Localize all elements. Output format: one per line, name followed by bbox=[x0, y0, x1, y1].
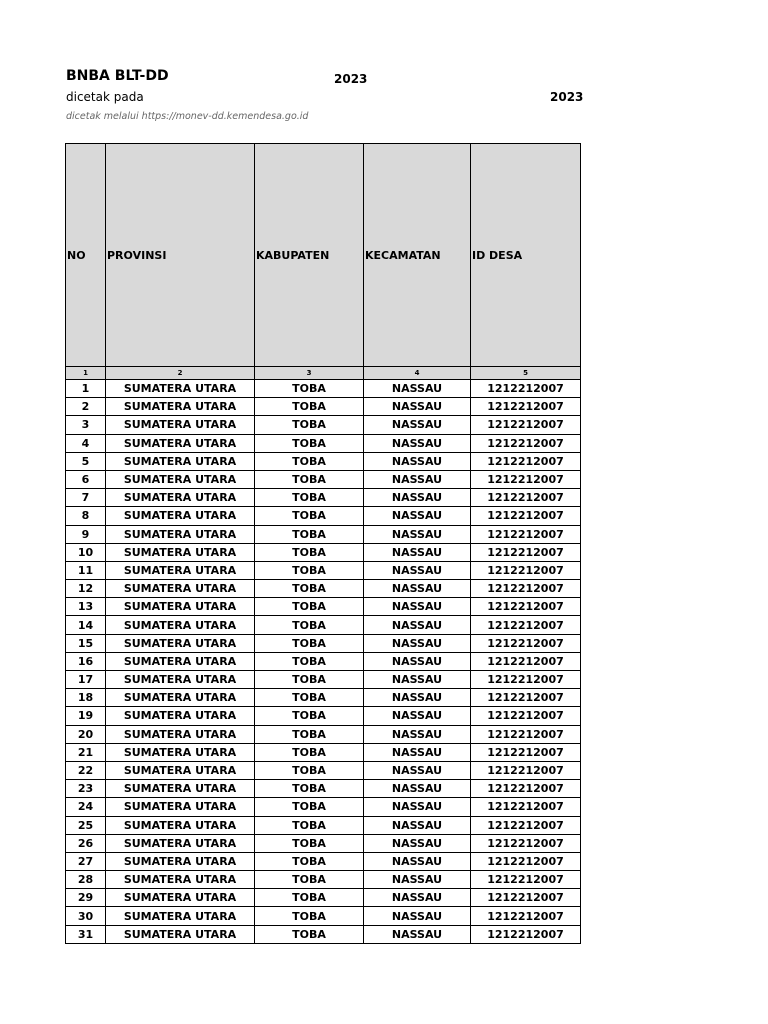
cell-no: 21 bbox=[66, 743, 106, 761]
table-row bbox=[66, 725, 581, 743]
cell-no: 31 bbox=[66, 925, 106, 943]
cell-kecamatan: NASSAU bbox=[364, 452, 471, 470]
cell-kecamatan: NASSAU bbox=[364, 416, 471, 434]
cell-no: 19 bbox=[66, 707, 106, 725]
table-row bbox=[66, 889, 581, 907]
cell-kabupaten: TOBA bbox=[255, 798, 364, 816]
cell-kecamatan: NASSAU bbox=[364, 761, 471, 779]
cell-no: 8 bbox=[66, 507, 106, 525]
cell-id-desa: 1212212007 bbox=[471, 834, 581, 852]
cell-provinsi: SUMATERA UTARA bbox=[106, 525, 255, 543]
cell-kecamatan: NASSAU bbox=[364, 798, 471, 816]
cell-kecamatan: NASSAU bbox=[364, 925, 471, 943]
beneficiary-table bbox=[65, 143, 581, 944]
cell-kabupaten: TOBA bbox=[255, 871, 364, 889]
cell-provinsi: SUMATERA UTARA bbox=[106, 707, 255, 725]
column-number: 1 bbox=[66, 367, 106, 380]
cell-kabupaten: TOBA bbox=[255, 580, 364, 598]
year-label: 2023 bbox=[334, 72, 368, 86]
cell-no: 14 bbox=[66, 616, 106, 634]
cell-kecamatan: NASSAU bbox=[364, 543, 471, 561]
column-header-kecamatan: KECAMATAN bbox=[364, 144, 471, 367]
cell-provinsi: SUMATERA UTARA bbox=[106, 452, 255, 470]
cell-kecamatan: NASSAU bbox=[364, 743, 471, 761]
cell-kabupaten: TOBA bbox=[255, 616, 364, 634]
table-row bbox=[66, 780, 581, 798]
cell-kecamatan: NASSAU bbox=[364, 580, 471, 598]
cell-kabupaten: TOBA bbox=[255, 816, 364, 834]
cell-id-desa: 1212212007 bbox=[471, 925, 581, 943]
cell-id-desa: 1212212007 bbox=[471, 780, 581, 798]
cell-id-desa: 1212212007 bbox=[471, 852, 581, 870]
table-row bbox=[66, 707, 581, 725]
cell-kecamatan: NASSAU bbox=[364, 616, 471, 634]
table-row bbox=[66, 816, 581, 834]
cell-id-desa: 1212212007 bbox=[471, 561, 581, 579]
cell-kecamatan: NASSAU bbox=[364, 816, 471, 834]
cell-kecamatan: NASSAU bbox=[364, 470, 471, 488]
cell-no: 25 bbox=[66, 816, 106, 834]
cell-provinsi: SUMATERA UTARA bbox=[106, 852, 255, 870]
cell-no: 18 bbox=[66, 689, 106, 707]
table-row bbox=[66, 852, 581, 870]
cell-id-desa: 1212212007 bbox=[471, 416, 581, 434]
cell-provinsi: SUMATERA UTARA bbox=[106, 816, 255, 834]
cell-id-desa: 1212212007 bbox=[471, 470, 581, 488]
cell-id-desa: 1212212007 bbox=[471, 889, 581, 907]
table-row bbox=[66, 543, 581, 561]
cell-no: 10 bbox=[66, 543, 106, 561]
column-header-row bbox=[66, 144, 581, 367]
cell-kabupaten: TOBA bbox=[255, 416, 364, 434]
cell-kecamatan: NASSAU bbox=[364, 889, 471, 907]
table-row bbox=[66, 507, 581, 525]
cell-kabupaten: TOBA bbox=[255, 525, 364, 543]
cell-kabupaten: TOBA bbox=[255, 489, 364, 507]
cell-provinsi: SUMATERA UTARA bbox=[106, 798, 255, 816]
cell-id-desa: 1212212007 bbox=[471, 380, 581, 398]
table-row bbox=[66, 616, 581, 634]
cell-kabupaten: TOBA bbox=[255, 507, 364, 525]
cell-no: 17 bbox=[66, 671, 106, 689]
cell-provinsi: SUMATERA UTARA bbox=[106, 780, 255, 798]
cell-kecamatan: NASSAU bbox=[364, 561, 471, 579]
table-row bbox=[66, 452, 581, 470]
table-row bbox=[66, 470, 581, 488]
cell-kabupaten: TOBA bbox=[255, 671, 364, 689]
cell-no: 26 bbox=[66, 834, 106, 852]
source-note: dicetak melalui https://monev-dd.kemendesa.go.id bbox=[66, 111, 309, 122]
cell-no: 29 bbox=[66, 889, 106, 907]
cell-provinsi: SUMATERA UTARA bbox=[106, 507, 255, 525]
cell-no: 11 bbox=[66, 561, 106, 579]
cell-kecamatan: NASSAU bbox=[364, 434, 471, 452]
table-row bbox=[66, 434, 581, 452]
cell-no: 16 bbox=[66, 652, 106, 670]
column-number: 5 bbox=[471, 367, 581, 380]
cell-no: 1 bbox=[66, 380, 106, 398]
table-row bbox=[66, 380, 581, 398]
cell-kecamatan: NASSAU bbox=[364, 489, 471, 507]
cell-no: 7 bbox=[66, 489, 106, 507]
cell-no: 3 bbox=[66, 416, 106, 434]
cell-kabupaten: TOBA bbox=[255, 598, 364, 616]
column-number: 3 bbox=[255, 367, 364, 380]
table-row bbox=[66, 525, 581, 543]
table-row bbox=[66, 652, 581, 670]
table-row bbox=[66, 689, 581, 707]
cell-provinsi: SUMATERA UTARA bbox=[106, 634, 255, 652]
cell-no: 28 bbox=[66, 871, 106, 889]
cell-kabupaten: TOBA bbox=[255, 889, 364, 907]
cell-kecamatan: NASSAU bbox=[364, 780, 471, 798]
cell-no: 2 bbox=[66, 398, 106, 416]
cell-no: 23 bbox=[66, 780, 106, 798]
printed-date-label: dicetak pada bbox=[66, 90, 144, 104]
cell-kabupaten: TOBA bbox=[255, 725, 364, 743]
cell-kabupaten: TOBA bbox=[255, 434, 364, 452]
table-row bbox=[66, 598, 581, 616]
column-number-row bbox=[66, 367, 581, 380]
cell-no: 13 bbox=[66, 598, 106, 616]
cell-kabupaten: TOBA bbox=[255, 780, 364, 798]
cell-id-desa: 1212212007 bbox=[471, 671, 581, 689]
cell-kabupaten: TOBA bbox=[255, 852, 364, 870]
cell-id-desa: 1212212007 bbox=[471, 798, 581, 816]
column-header-provinsi: PROVINSI bbox=[106, 144, 255, 367]
cell-id-desa: 1212212007 bbox=[471, 489, 581, 507]
document-title: BNBA BLT-DD bbox=[66, 68, 169, 84]
cell-kecamatan: NASSAU bbox=[364, 852, 471, 870]
cell-provinsi: SUMATERA UTARA bbox=[106, 871, 255, 889]
cell-provinsi: SUMATERA UTARA bbox=[106, 598, 255, 616]
table-row bbox=[66, 925, 581, 943]
cell-kecamatan: NASSAU bbox=[364, 834, 471, 852]
cell-kecamatan: NASSAU bbox=[364, 671, 471, 689]
cell-no: 24 bbox=[66, 798, 106, 816]
cell-no: 5 bbox=[66, 452, 106, 470]
cell-no: 12 bbox=[66, 580, 106, 598]
table-row bbox=[66, 834, 581, 852]
cell-id-desa: 1212212007 bbox=[471, 616, 581, 634]
cell-kabupaten: TOBA bbox=[255, 925, 364, 943]
cell-provinsi: SUMATERA UTARA bbox=[106, 652, 255, 670]
cell-provinsi: SUMATERA UTARA bbox=[106, 434, 255, 452]
table-row bbox=[66, 671, 581, 689]
cell-no: 4 bbox=[66, 434, 106, 452]
cell-kecamatan: NASSAU bbox=[364, 707, 471, 725]
cell-id-desa: 1212212007 bbox=[471, 652, 581, 670]
table-row bbox=[66, 907, 581, 925]
cell-no: 20 bbox=[66, 725, 106, 743]
cell-provinsi: SUMATERA UTARA bbox=[106, 907, 255, 925]
table-row bbox=[66, 416, 581, 434]
cell-provinsi: SUMATERA UTARA bbox=[106, 689, 255, 707]
cell-id-desa: 1212212007 bbox=[471, 707, 581, 725]
cell-provinsi: SUMATERA UTARA bbox=[106, 398, 255, 416]
cell-no: 30 bbox=[66, 907, 106, 925]
cell-provinsi: SUMATERA UTARA bbox=[106, 380, 255, 398]
cell-no: 22 bbox=[66, 761, 106, 779]
cell-kabupaten: TOBA bbox=[255, 398, 364, 416]
table-row bbox=[66, 580, 581, 598]
cell-provinsi: SUMATERA UTARA bbox=[106, 616, 255, 634]
cell-provinsi: SUMATERA UTARA bbox=[106, 561, 255, 579]
cell-id-desa: 1212212007 bbox=[471, 761, 581, 779]
cell-kabupaten: TOBA bbox=[255, 470, 364, 488]
cell-id-desa: 1212212007 bbox=[471, 507, 581, 525]
cell-kecamatan: NASSAU bbox=[364, 634, 471, 652]
cell-provinsi: SUMATERA UTARA bbox=[106, 543, 255, 561]
cell-kabupaten: TOBA bbox=[255, 634, 364, 652]
cell-kabupaten: TOBA bbox=[255, 561, 364, 579]
cell-kabupaten: TOBA bbox=[255, 652, 364, 670]
cell-kecamatan: NASSAU bbox=[364, 725, 471, 743]
table-row bbox=[66, 489, 581, 507]
cell-kecamatan: NASSAU bbox=[364, 598, 471, 616]
table-body bbox=[66, 380, 581, 944]
cell-id-desa: 1212212007 bbox=[471, 725, 581, 743]
cell-id-desa: 1212212007 bbox=[471, 434, 581, 452]
cell-kabupaten: TOBA bbox=[255, 834, 364, 852]
cell-kabupaten: TOBA bbox=[255, 743, 364, 761]
cell-kecamatan: NASSAU bbox=[364, 871, 471, 889]
cell-provinsi: SUMATERA UTARA bbox=[106, 761, 255, 779]
cell-provinsi: SUMATERA UTARA bbox=[106, 671, 255, 689]
cell-provinsi: SUMATERA UTARA bbox=[106, 834, 255, 852]
cell-id-desa: 1212212007 bbox=[471, 598, 581, 616]
table-row bbox=[66, 761, 581, 779]
cell-id-desa: 1212212007 bbox=[471, 634, 581, 652]
cell-provinsi: SUMATERA UTARA bbox=[106, 489, 255, 507]
cell-provinsi: SUMATERA UTARA bbox=[106, 725, 255, 743]
cell-kabupaten: TOBA bbox=[255, 707, 364, 725]
cell-provinsi: SUMATERA UTARA bbox=[106, 470, 255, 488]
cell-id-desa: 1212212007 bbox=[471, 525, 581, 543]
cell-kecamatan: NASSAU bbox=[364, 507, 471, 525]
cell-no: 15 bbox=[66, 634, 106, 652]
cell-no: 6 bbox=[66, 470, 106, 488]
cell-id-desa: 1212212007 bbox=[471, 689, 581, 707]
printed-year: 2023 bbox=[550, 90, 584, 104]
table-row bbox=[66, 398, 581, 416]
cell-kecamatan: NASSAU bbox=[364, 689, 471, 707]
column-header-no: NO bbox=[66, 144, 106, 367]
cell-no: 27 bbox=[66, 852, 106, 870]
column-number: 4 bbox=[364, 367, 471, 380]
cell-kecamatan: NASSAU bbox=[364, 380, 471, 398]
cell-id-desa: 1212212007 bbox=[471, 398, 581, 416]
cell-kecamatan: NASSAU bbox=[364, 652, 471, 670]
column-number: 2 bbox=[106, 367, 255, 380]
cell-id-desa: 1212212007 bbox=[471, 580, 581, 598]
cell-id-desa: 1212212007 bbox=[471, 907, 581, 925]
cell-kecamatan: NASSAU bbox=[364, 907, 471, 925]
cell-id-desa: 1212212007 bbox=[471, 452, 581, 470]
cell-kabupaten: TOBA bbox=[255, 543, 364, 561]
cell-no: 9 bbox=[66, 525, 106, 543]
table-row bbox=[66, 798, 581, 816]
column-header-kabupaten: KABUPATEN bbox=[255, 144, 364, 367]
cell-kecamatan: NASSAU bbox=[364, 398, 471, 416]
cell-kabupaten: TOBA bbox=[255, 452, 364, 470]
cell-id-desa: 1212212007 bbox=[471, 543, 581, 561]
cell-kabupaten: TOBA bbox=[255, 689, 364, 707]
table-row bbox=[66, 871, 581, 889]
cell-id-desa: 1212212007 bbox=[471, 871, 581, 889]
cell-id-desa: 1212212007 bbox=[471, 743, 581, 761]
cell-provinsi: SUMATERA UTARA bbox=[106, 416, 255, 434]
table-row bbox=[66, 561, 581, 579]
cell-id-desa: 1212212007 bbox=[471, 816, 581, 834]
cell-kabupaten: TOBA bbox=[255, 380, 364, 398]
cell-provinsi: SUMATERA UTARA bbox=[106, 925, 255, 943]
cell-kecamatan: NASSAU bbox=[364, 525, 471, 543]
cell-provinsi: SUMATERA UTARA bbox=[106, 743, 255, 761]
table-row bbox=[66, 634, 581, 652]
cell-kabupaten: TOBA bbox=[255, 761, 364, 779]
cell-provinsi: SUMATERA UTARA bbox=[106, 580, 255, 598]
table-row bbox=[66, 743, 581, 761]
column-header-id-desa: ID DESA bbox=[471, 144, 581, 367]
cell-provinsi: SUMATERA UTARA bbox=[106, 889, 255, 907]
cell-kabupaten: TOBA bbox=[255, 907, 364, 925]
